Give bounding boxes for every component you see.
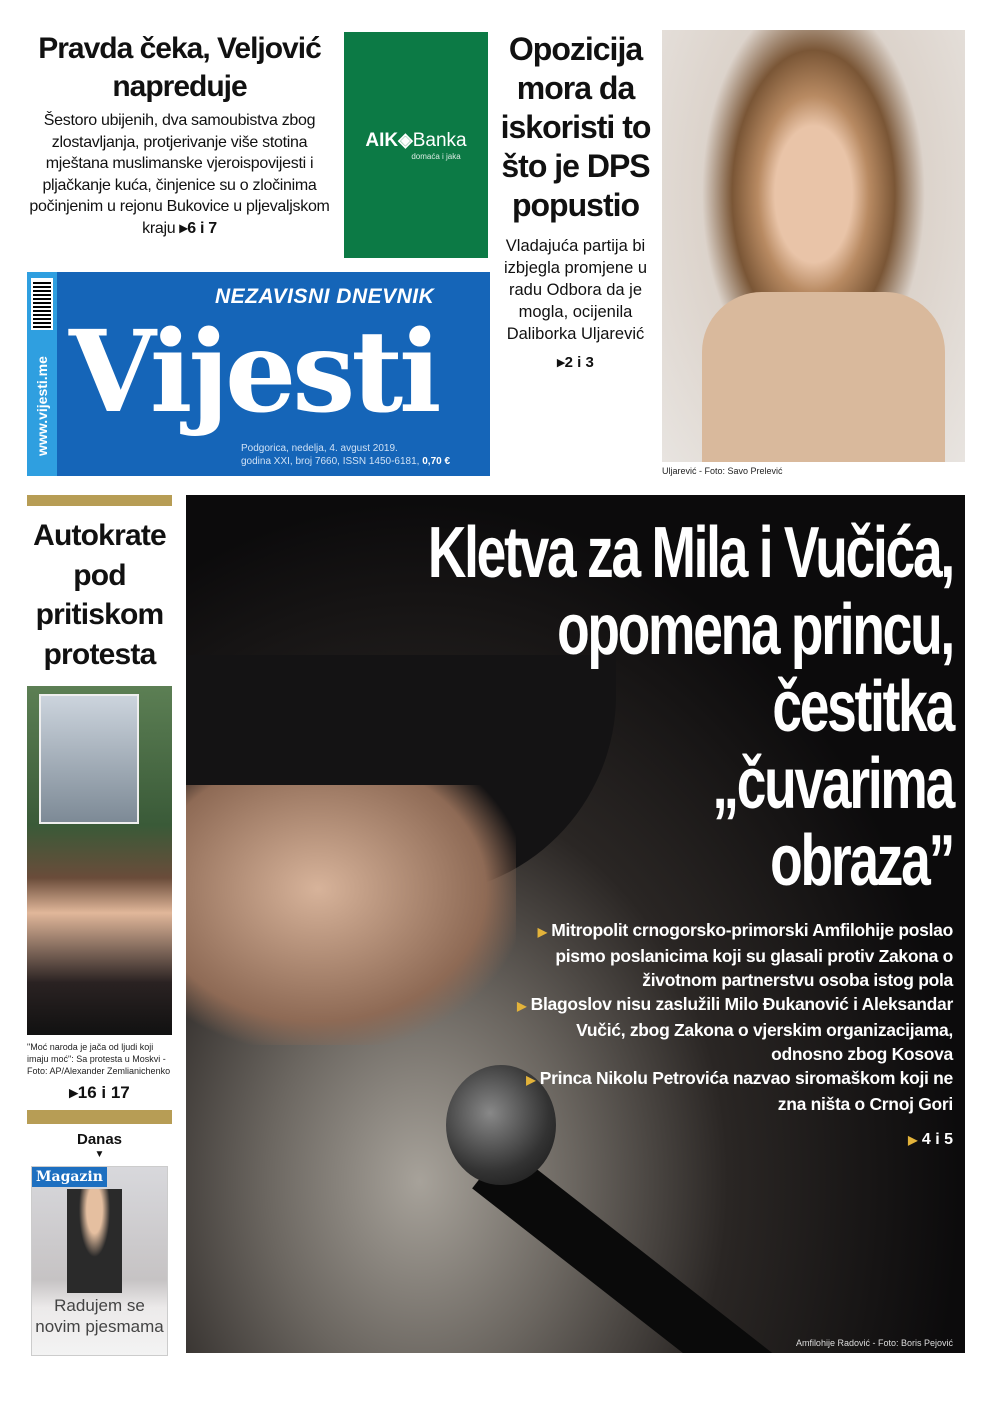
masthead-tagline: NEZAVISNI DNEVNIK — [215, 285, 435, 308]
ad-brand-aik: AIK — [365, 130, 399, 151]
bullet-text: Mitropolit crnogorsko-primorski Amfilohije poslao pismo poslanicima koji su glasali protiv Zakona o životnom partnerstvu osoba istog pola — [551, 920, 953, 990]
story1-headline[interactable]: Pravda čeka, Veljović napreduje — [38, 32, 321, 103]
story1-lead — [27, 110, 332, 239]
story3-pages[interactable]: ▸16 i 17 — [69, 1083, 130, 1102]
ad-slogan: domaća i jaka — [411, 152, 461, 161]
headline-line: opomena princu, — [557, 590, 953, 670]
main-headline[interactable] — [198, 515, 953, 900]
headline-line: Kletva za Mila i Vučića, — [427, 513, 954, 593]
headline-line: obraza” — [770, 821, 953, 901]
main-photo-caption: Amfilohije Radović - Foto: Boris Pejović — [795, 1338, 953, 1348]
story2-pages[interactable]: ▸2 i 3 — [557, 354, 594, 371]
uljarevic-photo — [662, 30, 965, 462]
website-url[interactable]: www.vijesti.me — [34, 356, 50, 456]
main-story[interactable] — [186, 495, 965, 1353]
ad-brand-banka: Banka — [412, 130, 467, 151]
masthead[interactable] — [27, 272, 490, 476]
issue-line — [241, 455, 450, 468]
story1 — [27, 30, 332, 239]
left-column — [27, 495, 172, 1356]
ad-brand — [365, 129, 466, 152]
story3-photo-caption: "Moć naroda je jača od ljudi koji imaju moć": Sa protesta u Moskvi - Foto: AP/Alexander Zemlianichenko — [27, 1042, 171, 1076]
divider — [27, 1110, 172, 1124]
headline-line: čestitka — [772, 667, 953, 747]
bullet-text: Princa Nikolu Petrovića nazvao siromaškom koji ne zna ništa o Crnoj Gori — [539, 1068, 953, 1114]
main-pages[interactable] — [908, 1130, 953, 1150]
price: 0,70 € — [422, 456, 451, 467]
main-bullets — [513, 918, 953, 1116]
issue-info: godina XXI, broj 7660, ISSN 1450-6181, — [241, 456, 420, 467]
bullet-text: Blagoslov nisu zaslužili Milo Đukanović i Aleksandar Vučić, zbog Zakona o vjerskim organizacijama, odnosno zbog Kosova — [530, 994, 953, 1064]
magazine-title: Radujem se novim pjesmama — [35, 1296, 164, 1336]
caret-down-icon: ▼ — [94, 1149, 105, 1160]
ad-logo-icon: ◈ — [398, 130, 413, 151]
bullet-icon: ▶ — [526, 1073, 536, 1087]
story1-lead-text: Šestoro ubijenih, dva samoubistva zbog zlostavljanja, protjerivanje više stotina mještana muslimanske vjeroispovijesti i pljačkanje kuća, činjenice su o zločinima počinjenim u rejonu Bukovice u pljevaljskom kraju — [29, 112, 330, 237]
protest-photo — [27, 686, 172, 1035]
story2-headline[interactable]: Opozicija mora da iskoristi to što je DPS popustio — [500, 31, 651, 223]
barcode-icon — [31, 278, 53, 330]
story3-headline[interactable]: Autokrate pod pritiskom protesta — [33, 519, 166, 671]
aik-banka-ad[interactable] — [344, 32, 488, 258]
masthead-date — [241, 442, 450, 468]
story1-pages[interactable]: ▸6 i 7 — [179, 219, 217, 237]
headline-line: „čuvarima — [712, 744, 953, 824]
bullet-icon: ▶ — [908, 1133, 918, 1147]
promo-label: Danas — [76, 1131, 123, 1148]
main-text — [198, 515, 953, 1150]
divider — [27, 495, 172, 506]
story2-lead: Vladajuća partija bi izbjegla promjene u radu Odbora da je mogla, ocijenila Daliborka Uljarević — [503, 237, 648, 343]
bullet-icon: ▶ — [537, 925, 547, 939]
main-pages-text: 4 i 5 — [921, 1131, 953, 1148]
vijesti-logo[interactable]: Vijesti — [69, 307, 438, 438]
magazine-promo[interactable] — [31, 1166, 168, 1356]
story2 — [498, 30, 653, 371]
bullet-icon: ▶ — [517, 999, 527, 1013]
magazine-cover-photo — [67, 1189, 122, 1293]
magazine-label: Magazin — [32, 1167, 107, 1187]
story2-photo-caption: Uljarević - Foto: Savo Prelević — [662, 466, 783, 476]
date-line: Podgorica, nedelja, 4. avgust 2019. — [241, 443, 398, 454]
